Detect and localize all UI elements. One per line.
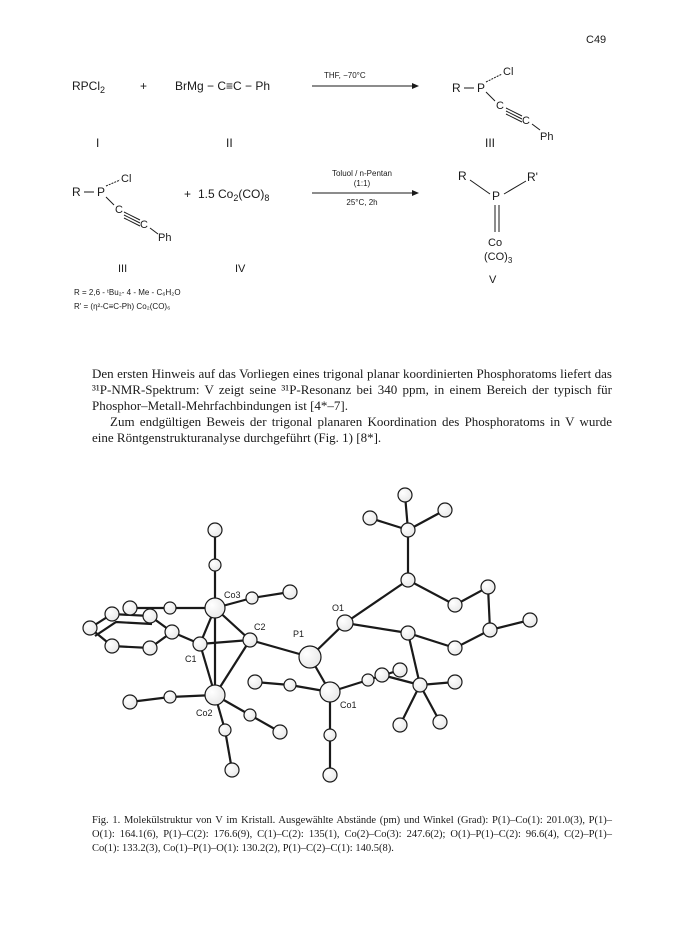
reaction-arrow-2 xyxy=(312,190,419,196)
svg-text:R': R' xyxy=(527,170,538,184)
svg-text:R: R xyxy=(452,81,461,95)
legend-r-definition: R = 2,6 - ᵗBu₂- 4 - Me - C₆H₂O xyxy=(74,288,181,297)
svg-text:Cl: Cl xyxy=(121,173,132,185)
svg-text:R: R xyxy=(458,169,467,183)
paragraph-2: Zum endgültigen Beweis der trigonal planaren Koordination des Phosphoratoms in V wurde eine Röntgenstrukturanalyse durchgeführt (Fig. 1) [8*]. xyxy=(92,414,612,445)
svg-text:P: P xyxy=(492,189,501,203)
atom-label-c1: C1 xyxy=(185,654,197,664)
body-text xyxy=(92,366,612,446)
caption-text: Molekülstruktur von V im Kristall. Ausgewählte Abstände (pm) und Winkel (Grad): P(1)–Co(1): 201.0(3), P(1)–O(1): 164.1(6), P(1)–C(2): 176.6(9), C(1)–C(2): 135(1), Co(2)–Co(3): 247.6(2); O(1)–P(1)–C(2): 96.6(4), C(2)–P(1)–Co(1): 133.2(3), Co(1)–P(1)–O(1): 130.2(2), P(1)–C(2)–C(1): 140.5(8). xyxy=(92,815,612,854)
svg-text:Co: Co xyxy=(488,237,503,249)
page-number: C49 xyxy=(586,34,607,46)
atom-spheres xyxy=(83,488,537,782)
reactant-rpcl2: RPCl$_2$ xyxy=(72,79,106,95)
atom-label-p1: P1 xyxy=(293,629,305,639)
arrow-label-ratio: (1:1) xyxy=(353,179,371,188)
compound-label-v: V xyxy=(489,274,497,286)
bond-network xyxy=(90,495,530,775)
atom-label-co2: Co2 xyxy=(196,708,213,718)
reaction-scheme xyxy=(0,0,680,330)
svg-text:P: P xyxy=(97,185,106,199)
paragraph-1: Den ersten Hinweis auf das Vorliegen eines trigonal planar koordinierten Phosphoratoms liefert das ³¹P-NMR-Spektrum: V zeigt seine ³¹P-Resonanz bei 340 ppm, in einem Bereich der typisch für Phosphor–Metall-Mehrfachbindungen ist [4*–7]. xyxy=(92,366,612,413)
atom-label-c2: C2 xyxy=(254,622,266,632)
atom-label-co3: Co3 xyxy=(224,590,241,600)
reactant-grignard: BrMg − C≡C − Ph xyxy=(175,79,271,93)
compound-label-iii-row2: III xyxy=(118,263,128,275)
svg-text:R: R xyxy=(72,185,81,199)
compound-label-ii: II xyxy=(226,136,233,150)
reactant-cobalt-carbonyl: 1.5 $Co_2(CO)_8$ xyxy=(198,187,270,203)
svg-text:P: P xyxy=(477,81,486,95)
arrow-label-thf: THF, −70°C xyxy=(324,71,366,80)
product-v-structure xyxy=(458,169,538,265)
arrow-label-conditions: 25°C, 2h xyxy=(346,198,378,207)
plus-sign-1: + xyxy=(140,79,148,93)
atom-label-o1: O1 xyxy=(332,603,345,613)
svg-text:C: C xyxy=(140,219,148,231)
molecular-structure-figure xyxy=(0,470,680,810)
svg-text:Ph: Ph xyxy=(158,232,172,244)
svg-text:(CO)3: $(CO)_3$ xyxy=(484,251,513,265)
product-iii-structure xyxy=(452,66,553,143)
compound-label-i: I xyxy=(96,136,100,150)
arrow-label-solvent: Toluol / n-Pentan xyxy=(331,169,393,178)
atom-label-co1: Co1 xyxy=(340,700,357,710)
svg-text:C: C xyxy=(522,115,530,127)
figure-caption xyxy=(92,814,612,856)
legend-r-prime-definition: R' = (η²-C≡C-Ph) Co₂(CO)₆ xyxy=(74,302,171,311)
reaction-arrow-1 xyxy=(312,83,419,89)
svg-text:C: C xyxy=(115,204,123,216)
reactant-iii-structure xyxy=(72,173,171,244)
compound-label-iv: IV xyxy=(235,263,246,275)
svg-text:Cl: Cl xyxy=(503,66,514,78)
plus-sign-2: + xyxy=(184,187,192,201)
caption-label: Fig. 1. xyxy=(92,815,121,826)
svg-text:C: C xyxy=(496,100,504,112)
svg-text:Ph: Ph xyxy=(540,131,554,143)
compound-label-iii: III xyxy=(485,136,496,150)
